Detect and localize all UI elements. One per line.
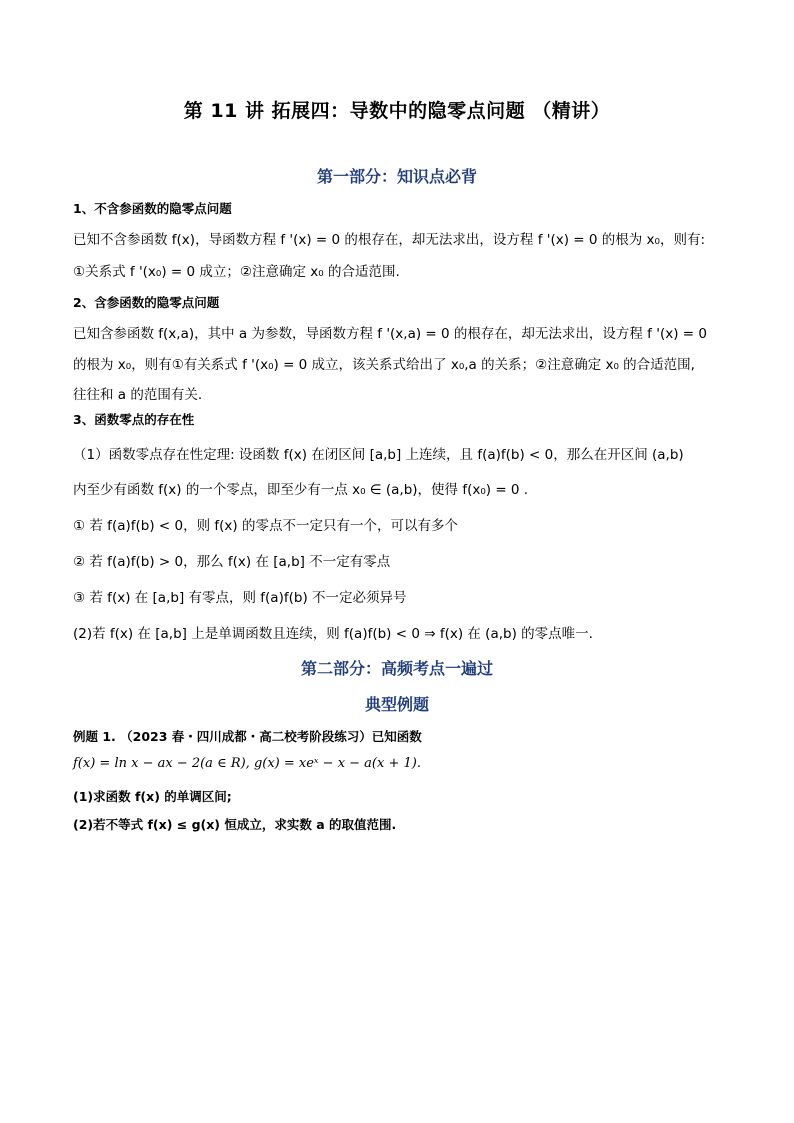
section2-line2: 的根为 x₀，则有①有关系式 f '(x₀) = 0 成立，该关系式给出了 x₀,a 的关系；②注意确定 x₀ 的合适范围, bbox=[73, 357, 695, 373]
section2-heading: 2、含参函数的隐零点问题 bbox=[73, 295, 220, 310]
section1-line2: ①关系式 f '(x₀) = 0 成立；②注意确定 x₀ 的合适范围. bbox=[73, 264, 400, 280]
part2-heading: 第二部分：高频考点一遍过 bbox=[300, 659, 493, 678]
example1-formula: f(x) = ln x − ax − 2(a ∈ R), g(x) = xeˣ − x − a(x + 1). bbox=[73, 756, 421, 771]
example1-question2: (2)若不等式 f(x) ≤ g(x) 恒成立，求实数 a 的取值范围. bbox=[73, 817, 397, 832]
section3-item1: ① 若 f(a)f(b) < 0，则 f(x) 的零点不一定只有一个，可以有多个 bbox=[73, 518, 458, 534]
section1-heading: 1、不含参函数的隐零点问题 bbox=[73, 201, 232, 216]
section3-item3: ③ 若 f(x) 在 [a,b] 有零点，则 f(a)f(b) 不一定必须异号 bbox=[73, 590, 407, 606]
section3-line2: 内至少有函数 f(x) 的一个零点，即至少有一点 x₀ ∈ (a,b)，使得 f(x₀) = 0 . bbox=[73, 482, 529, 498]
section3-line1: （1）函数零点存在性定理: 设函数 f(x) 在闭区间 [a,b] 上连续，且 f(a)f(b) < 0，那么在开区间 (a,b) bbox=[73, 447, 684, 463]
part2-subheading: 典型例题 bbox=[364, 695, 429, 714]
part1-heading: 第一部分：知识点必背 bbox=[316, 167, 477, 186]
section3-heading: 3、函数零点的存在性 bbox=[73, 412, 195, 427]
section2-line3: 往往和 a 的范围有关. bbox=[73, 387, 203, 403]
example1-question1: (1)求函数 f(x) 的单调区间; bbox=[73, 789, 232, 804]
section1-line1: 已知不含参函数 f(x)，导函数方程 f '(x) = 0 的根存在，却无法求出，设方程 f '(x) = 0 的根为 x₀，则有: bbox=[73, 232, 705, 248]
section2-line1: 已知含参函数 f(x,a)，其中 a 为参数，导函数方程 f '(x,a) = 0 的根存在，却无法求出，设方程 f '(x) = 0 bbox=[73, 326, 707, 342]
example1-heading: 例题 1. （2023 春・四川成都・高二校考阶段练习）已知函数 bbox=[73, 729, 422, 744]
section3-line3: (2)若 f(x) 在 [a,b] 上是单调函数且连续，则 f(a)f(b) < 0 ⇒ f(x) 在 (a,b) 的零点唯一. bbox=[73, 626, 593, 642]
page-title: 第 11 讲 拓展四：导数中的隐零点问题 （精讲） bbox=[183, 100, 611, 122]
section3-item2: ② 若 f(a)f(b) > 0，那么 f(x) 在 [a,b] 不一定有零点 bbox=[73, 554, 391, 570]
